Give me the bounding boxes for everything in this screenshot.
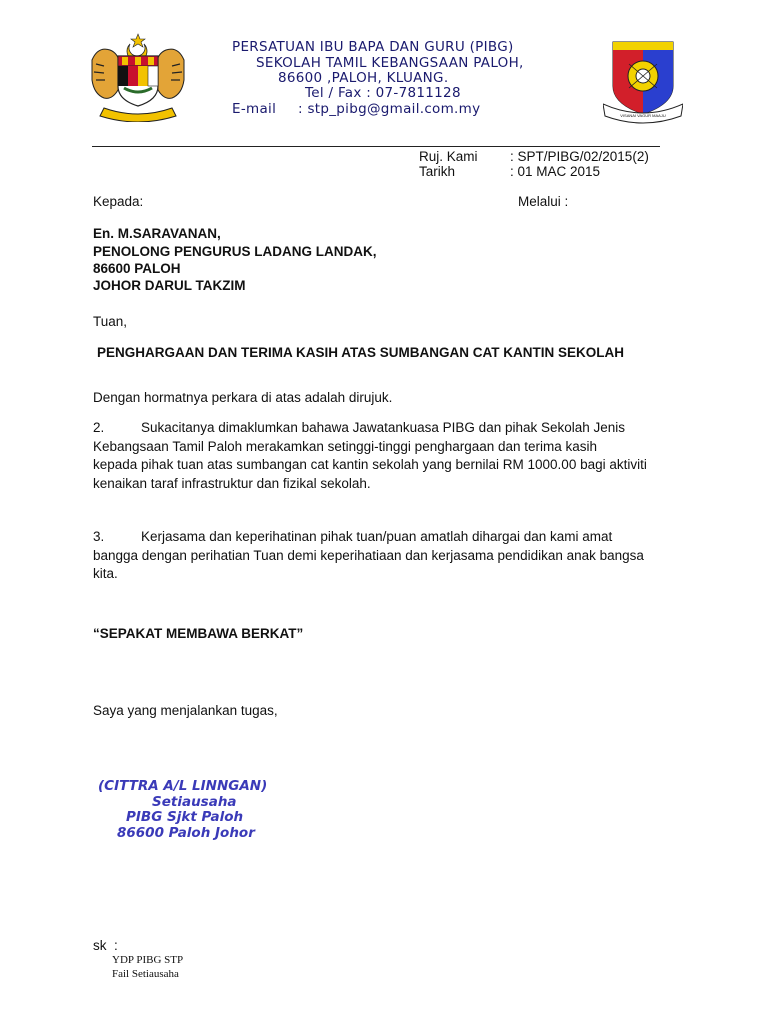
paragraph-2-line-2: Kebangsaan Tamil Paloh merakamkan setinggi-tinggi penghargaan dan terima kasih [93, 438, 598, 454]
email-value[interactable]: : stp_pibg@gmail.com.my [298, 101, 481, 117]
paragraph-2 [93, 419, 683, 493]
paragraph-3-number: 3. [93, 529, 105, 544]
paragraph-3 [93, 528, 683, 584]
paragraph-2-line-1: 2. Sukacitanya dimaklumkan bahawa Jawatankuasa PIBG dan pihak Sekolah Jenis [93, 419, 683, 438]
subject-heading: PENGHARGAAN DAN TERIMA KASIH ATAS SUMBANGAN CAT KANTIN SEKOLAH [97, 345, 624, 360]
paragraph-3-line-1: 3. Kerjasama dan keperihatinan pihak tuan/puan amatlah dihargai dan kami amat [93, 528, 683, 547]
school-logo [603, 38, 683, 126]
paragraph-3-line-2: bangga dengan perihatian Tuan demi keperihatiaan dan kerjasama pendidikan anak bangsa [93, 547, 644, 563]
closing-line: Saya yang menjalankan tugas, [93, 703, 278, 718]
paragraph-3-line-3: kita. [93, 566, 118, 581]
school-address: 86600 ,PALOH, KLUANG. [278, 70, 449, 86]
paragraph-2-number: 2. [93, 420, 105, 435]
recipient-name: En. M.SARAVANAN, [93, 226, 221, 241]
kepada-label: Kepada: [93, 194, 144, 209]
school-name: SEKOLAH TAMIL KEBANGSAAN PALOH, [256, 55, 524, 71]
melalui-label: Melalui : [518, 194, 569, 209]
cc-item-1: YDP PIBG STP [112, 954, 184, 966]
tarikh-value: : 01 MAC 2015 [510, 164, 601, 179]
header-divider [92, 146, 660, 147]
paragraph-2-line-3: kepada pihak tuan atas sumbangan cat kantin sekolah yang bernilai RM 1000.00 bagi aktiviti [93, 457, 647, 472]
cc-label: sk [93, 938, 107, 953]
paragraph-1: Dengan hormatnya perkara di atas adalah dirujuk. [93, 390, 393, 405]
paragraph-2-line-4: kenaikan taraf infrastruktur dan fizikal sekolah. [93, 475, 371, 491]
salutation: Tuan, [93, 314, 128, 329]
recipient-state: JOHOR DARUL TAKZIM [93, 278, 246, 293]
email-label: E-mail [232, 101, 277, 117]
cc-colon: : [114, 938, 118, 953]
signatory-title: Setiausaha [152, 794, 237, 810]
org-name: PERSATUAN IBU BAPA DAN GURU (PIBG) [232, 39, 514, 55]
recipient-postcode: 86600 PALOH [93, 261, 181, 276]
tarikh-label: Tarikh [419, 164, 456, 179]
cc-item-2: Fail Setiausaha [112, 968, 179, 980]
tel-fax: Tel / Fax : 07-7811128 [305, 85, 461, 101]
signatory-org: PIBG Sjkt Paloh [126, 809, 244, 825]
ruj-value: : SPT/PIBG/02/2015(2) [510, 149, 649, 164]
signatory-name: (CITTRA A/L LINNGAN) [98, 778, 268, 794]
ruj-label: Ruj. Kami [419, 149, 478, 164]
motto: “SEPAKAT MEMBAWA BERKAT” [93, 626, 304, 641]
school-logo-motto: VISANAI VAGUR MAAJU [620, 113, 666, 118]
signatory-address: 86600 Paloh Johor [117, 825, 255, 841]
recipient-position: PENOLONG PENGURUS LADANG LANDAK, [93, 244, 377, 259]
coat-of-arms-logo [84, 30, 192, 122]
